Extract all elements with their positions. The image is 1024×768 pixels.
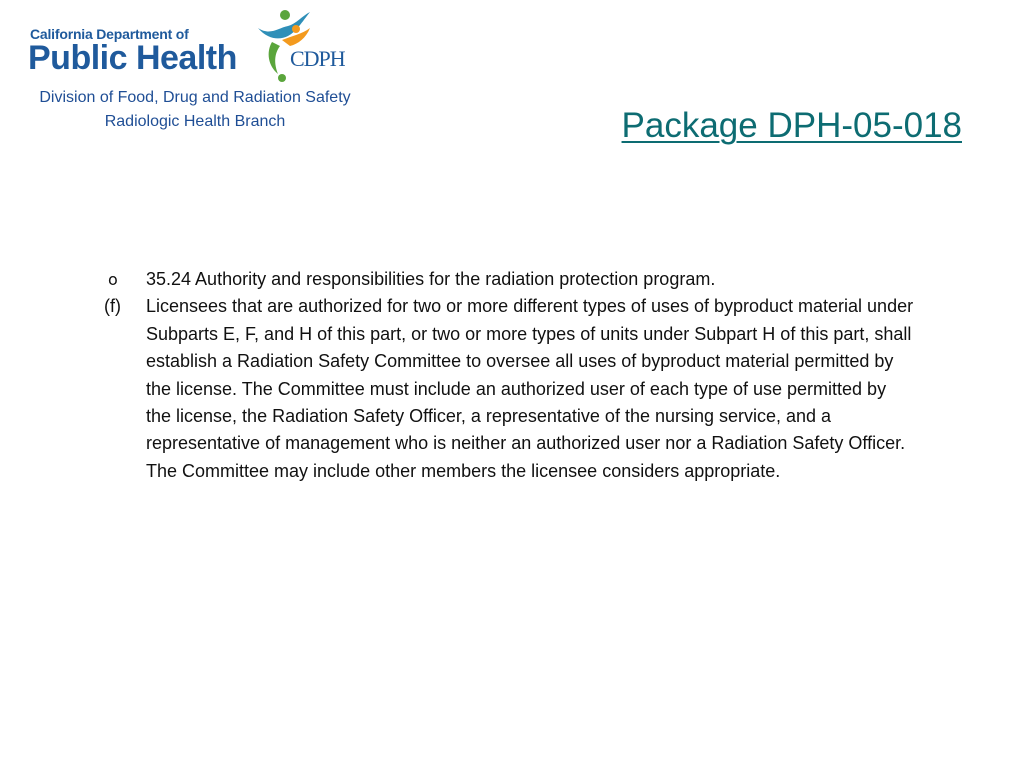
division-name: Division of Food, Drug and Radiation Safety — [39, 89, 351, 106]
bullet-marker: o — [108, 270, 118, 289]
regulation-text — [104, 266, 916, 485]
logo-org-main: Public Health — [28, 39, 237, 77]
cdph-logo — [28, 4, 358, 88]
paragraph-item — [104, 293, 916, 485]
logo-org-top: California Department of — [30, 26, 189, 42]
paragraph-marker: (f) — [104, 296, 121, 317]
branch-name: Radiologic Health Branch — [104, 113, 286, 130]
bullet-item — [104, 266, 916, 293]
division-heading — [10, 86, 380, 134]
logo-abbrev: CDPH — [290, 46, 345, 71]
cdph-figure-icon — [252, 6, 314, 84]
paragraph-text: Licensees that are authorized for two or more different types of uses of byproduct material under Subparts E, F, and H of this part, or two or more types of units under Subpart H of this part, shall establish a Radiation Safety Committee to oversee all uses of byproduct material permitted by the license. The Committee must include an authorized user of each type of use permitted by the license, the Radiation Safety Officer, a representative of the nursing service, and a representative of management who is neither an authorized user nor a Radiation Safety Officer. The Committee may include other members the licensee considers appropriate. — [146, 296, 914, 481]
bullet-text: 35.24 Authority and responsibilities for the radiation protection program. — [146, 269, 716, 289]
page-title: Package DPH-05-018 — [621, 106, 962, 145]
